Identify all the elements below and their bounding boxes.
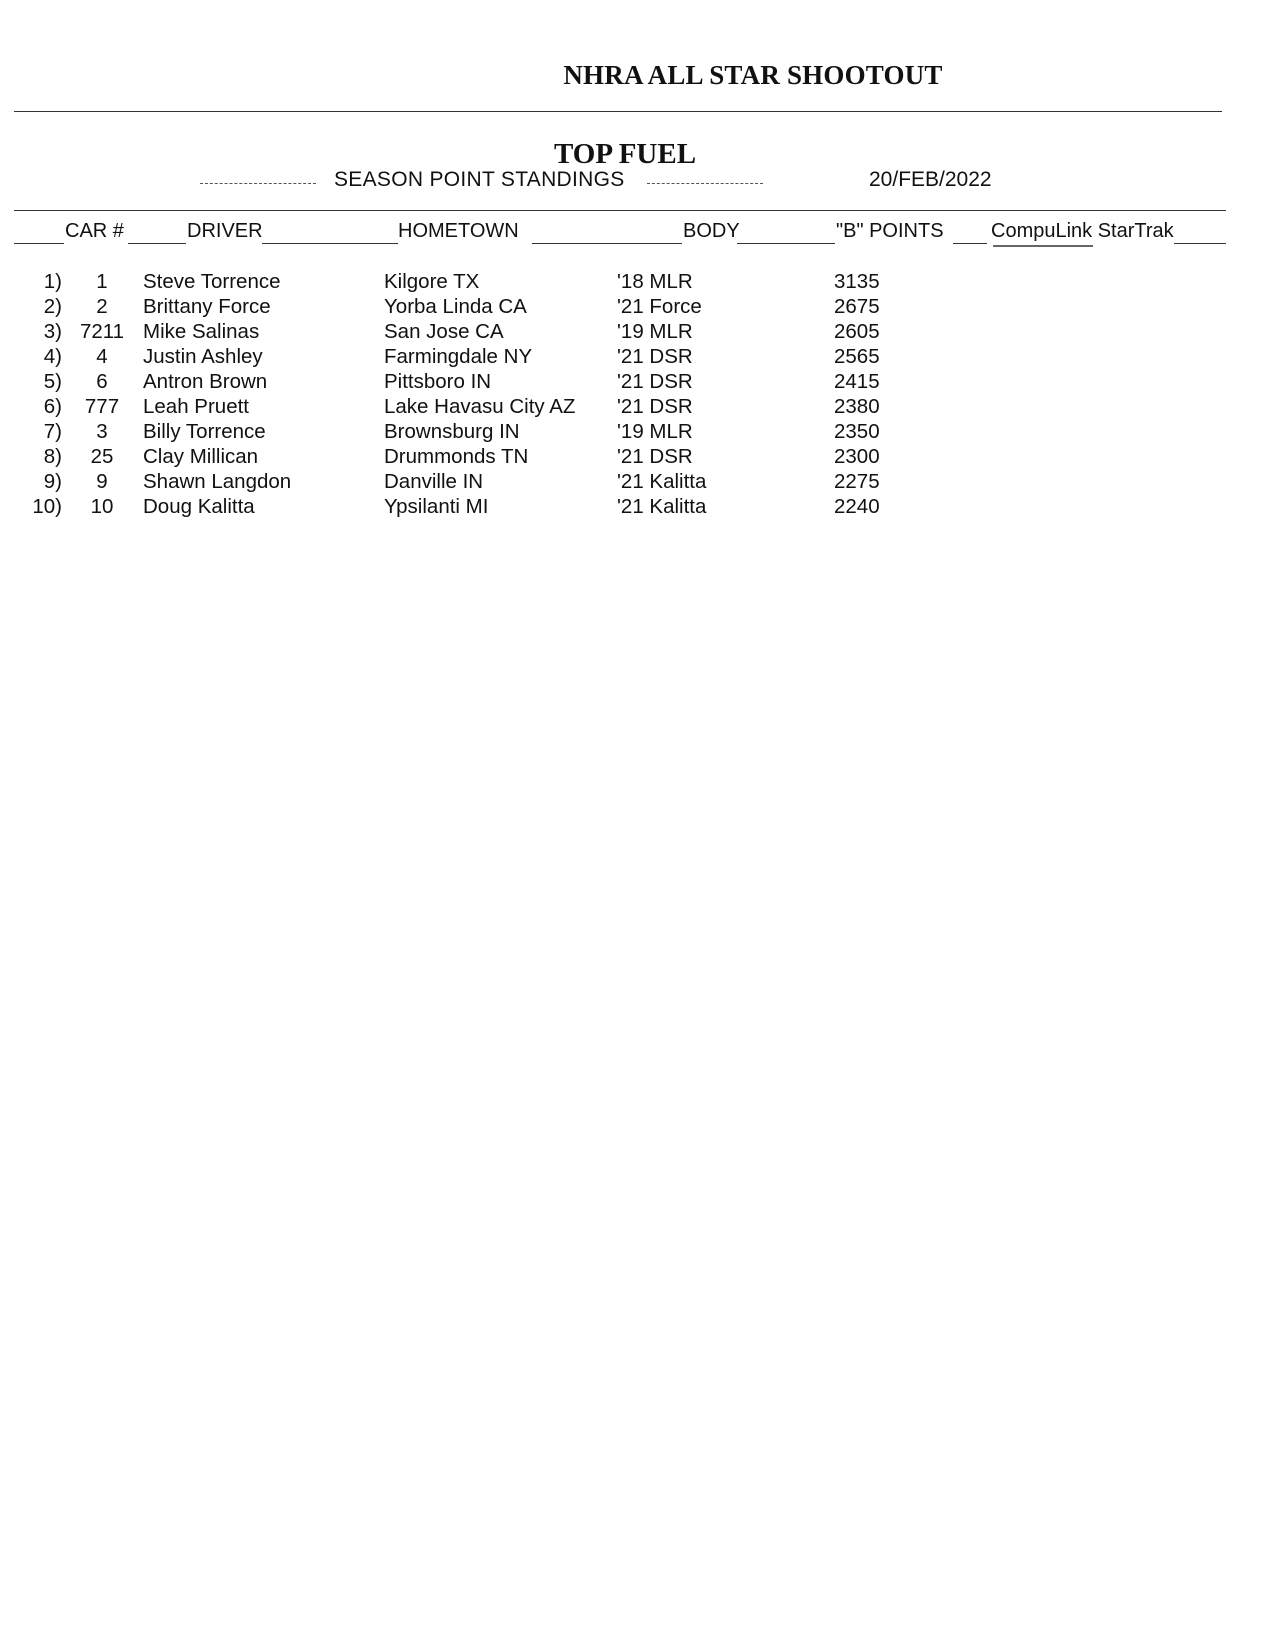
position: 5) [43,370,62,393]
body: '21 DSR [617,370,693,393]
driver-name: Doug Kalitta [143,495,255,518]
car-number: 9 [96,470,108,493]
header-top-divider [14,210,1226,211]
hometown: Lake Havasu City AZ [384,395,576,418]
hometown: Kilgore TX [384,270,480,293]
points: 2275 [834,470,880,493]
car-number: 1 [96,270,108,293]
subtitle-dashes-left [200,183,316,184]
position: 1) [43,270,62,293]
column-header-car: CAR # [65,220,124,242]
position: 8) [43,445,62,468]
driver-name: Justin Ashley [143,345,263,368]
standings-subtitle: SEASON POINT STANDINGS [334,168,625,191]
hometown: Drummonds TN [384,445,529,468]
body: '21 Kalitta [617,470,707,493]
brand-label: CompuLink StarTrak [991,220,1174,242]
body: '19 MLR [617,420,693,443]
subtitle-dashes-right [647,183,763,184]
points: 2240 [834,495,880,518]
points: 2415 [834,370,880,393]
body: '21 Kalitta [617,495,707,518]
table-row [0,445,1276,470]
brand-underline [993,245,1093,247]
table-row [0,370,1276,395]
position: 2) [43,295,62,318]
driver-name: Antron Brown [143,370,268,393]
event-title: NHRA ALL STAR SHOOTOUT [563,60,943,90]
body: '21 Force [617,295,702,318]
standings-date: 20/FEB/2022 [869,168,992,191]
hometown: Farmingdale NY [384,345,533,368]
header-underline [737,243,835,244]
table-row [0,420,1276,445]
column-header-body: BODY [683,220,740,242]
header-underline [1174,243,1226,244]
position: 3) [43,320,62,343]
hometown: Brownsburg IN [384,420,520,443]
driver-name: Clay Millican [143,445,259,468]
points: 2350 [834,420,880,443]
top-divider [14,111,1222,112]
table-row [0,470,1276,495]
body: '21 DSR [617,445,693,468]
header-underline [128,243,186,244]
car-number: 6 [96,370,108,393]
car-number: 7211 [79,320,125,343]
driver-name: Billy Torrence [143,420,266,443]
table-row [0,295,1276,320]
driver-name: Brittany Force [143,295,271,318]
table-row [0,495,1276,520]
hometown: San Jose CA [384,320,504,343]
points: 2300 [834,445,880,468]
table-row [0,395,1276,420]
hometown: Yorba Linda CA [384,295,527,318]
points: 2565 [834,345,880,368]
driver-name: Mike Salinas [143,320,260,343]
position: 7) [43,420,62,443]
position: 9) [43,470,62,493]
class-title: TOP FUEL [553,138,697,170]
driver-name: Leah Pruett [143,395,249,418]
table-row [0,320,1276,345]
car-number: 2 [96,295,108,318]
points: 2380 [834,395,880,418]
body: '21 DSR [617,345,693,368]
header-underline [953,243,987,244]
header-underline [262,243,398,244]
hometown: Ypsilanti MI [384,495,489,518]
hometown: Pittsboro IN [384,370,492,393]
table-row [0,345,1276,370]
header-underline [532,243,682,244]
car-number: 4 [96,345,108,368]
header-underline [14,243,64,244]
driver-name: Shawn Langdon [143,470,292,493]
position: 6) [43,395,62,418]
column-header-hometown: HOMETOWN [398,220,519,242]
points: 2605 [834,320,880,343]
car-number: 10 [90,495,114,518]
position: 4) [43,345,62,368]
column-header-driver: DRIVER [187,220,263,242]
car-number: 3 [96,420,108,443]
driver-name: Steve Torrence [143,270,281,293]
car-number: 777 [84,395,120,418]
position: 10) [32,495,62,518]
column-header-points: "B" POINTS [836,220,944,242]
hometown: Danville IN [384,470,484,493]
body: '19 MLR [617,320,693,343]
car-number: 25 [90,445,114,468]
body: '18 MLR [617,270,693,293]
table-row [0,270,1276,295]
body: '21 DSR [617,395,693,418]
points: 2675 [834,295,880,318]
points: 3135 [834,270,880,293]
